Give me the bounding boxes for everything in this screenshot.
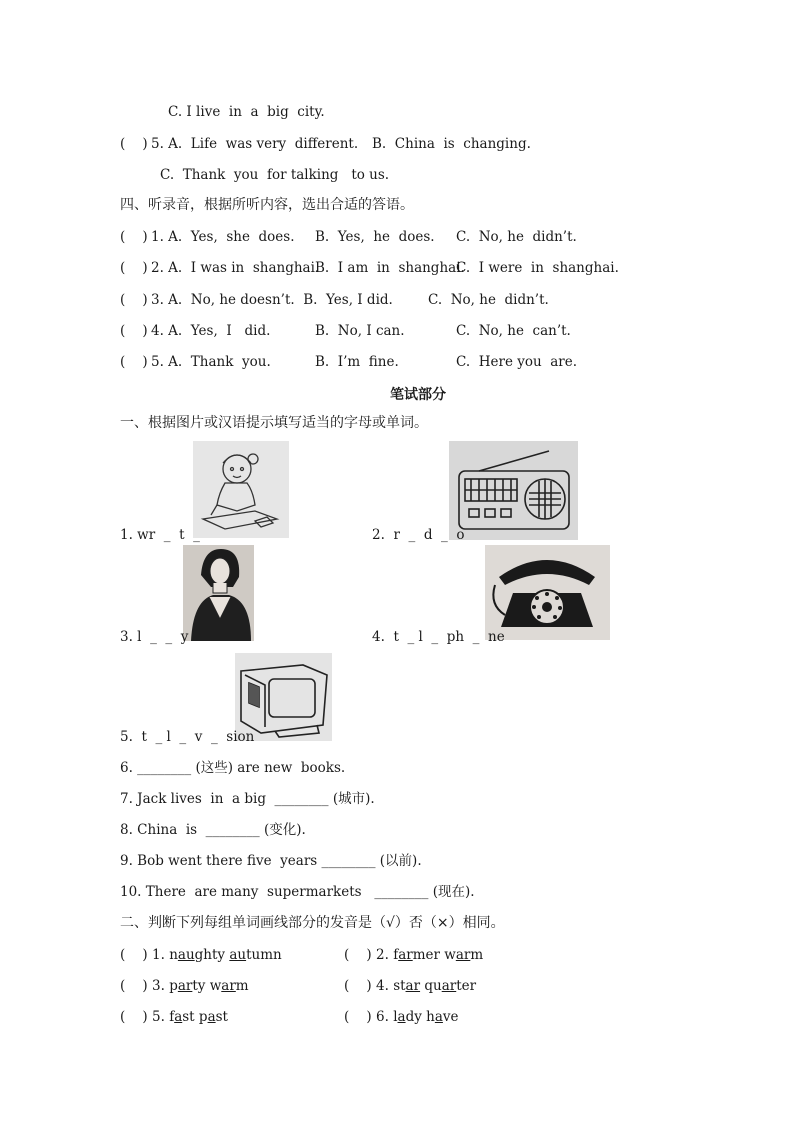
- pair-item: [120, 1009, 228, 1025]
- q3-5-option-b: B. China is changing.: [372, 136, 531, 152]
- option-c: C. I were in shanghai.: [456, 260, 619, 276]
- option-a: 4. A. Yes, I did.: [151, 323, 271, 339]
- section2-title: 二、判断下列每组单词画线部分的发音是（√）否（×）相同。: [120, 915, 505, 931]
- pair-item: [120, 978, 249, 994]
- word-2: warm: [209, 978, 249, 994]
- q3-5-option-a: 5. A. Life was very different.: [151, 136, 359, 152]
- word-1: naughty: [169, 947, 226, 963]
- answer-paren[interactable]: ( ): [120, 1009, 148, 1025]
- option-a: 1. A. Yes, she does.: [151, 229, 295, 245]
- answer-paren[interactable]: ( ): [120, 978, 148, 994]
- word-2: warm: [444, 947, 484, 963]
- girl-writing-picture: [193, 441, 289, 538]
- telephone-picture: [485, 545, 610, 640]
- fill-item[interactable]: 6. ________ (这些) are new books.: [120, 760, 346, 776]
- fill-item[interactable]: 10. There are many supermarkets ________ (现在).: [120, 884, 475, 900]
- word-1: party: [169, 978, 206, 994]
- answer-paren[interactable]: ( ): [344, 947, 372, 963]
- picture-item-5-label: 5. t _ l _ v _ sion: [120, 729, 255, 745]
- pair-number: 4.: [376, 978, 389, 994]
- television-picture: [235, 653, 332, 741]
- answer-paren[interactable]: ( ): [120, 229, 148, 245]
- q3-5-paren[interactable]: ( ): [120, 136, 148, 152]
- section4-title: 四、听录音，根据所听内容，选出合适的答语。: [120, 197, 414, 213]
- section1-title: 一、根据图片或汉语提示填写适当的字母或单词。: [120, 415, 428, 431]
- option-c: C. No, he can’t.: [456, 323, 571, 339]
- television-drawing: [235, 653, 332, 741]
- pair-number: 3.: [152, 978, 165, 994]
- word-1: fast: [169, 1009, 195, 1025]
- picture-item-3-label: 3. l _ _ y: [120, 629, 189, 645]
- word-2: past: [198, 1009, 228, 1025]
- picture-item-2-label: 2. r _ d _ o: [372, 527, 465, 543]
- option-c: C. No, he didn’t.: [456, 229, 577, 245]
- answer-paren[interactable]: ( ): [120, 947, 148, 963]
- radio-picture: [449, 441, 578, 540]
- picture-item-1-label: 1. wr _ t _: [120, 527, 200, 543]
- fill-item[interactable]: 9. Bob went there five years ________ (以前).: [120, 853, 422, 869]
- q3-option-c: C. I live in a big city.: [168, 104, 325, 120]
- fill-item[interactable]: 7. Jack lives in a big ________ (城市).: [120, 791, 375, 807]
- telephone-drawing: [485, 545, 610, 640]
- answer-paren[interactable]: ( ): [344, 1009, 372, 1025]
- word-2: have: [426, 1009, 459, 1025]
- pair-item: [120, 947, 282, 963]
- pair-number: 6.: [376, 1009, 389, 1025]
- picture-item-4-label: 4. t _ l _ ph _ ne: [372, 629, 505, 645]
- option-c: C. Here you are.: [456, 354, 578, 370]
- girl-writing-drawing: [193, 441, 289, 538]
- word-2: quarter: [424, 978, 477, 994]
- pair-number: 2.: [376, 947, 389, 963]
- word-2: autumn: [229, 947, 282, 963]
- option-b: B. Yes, he does.: [315, 229, 435, 245]
- lady-drawing: [183, 545, 254, 641]
- answer-paren[interactable]: ( ): [120, 260, 148, 276]
- word-1: farmer: [393, 947, 440, 963]
- pair-item: [344, 1009, 459, 1025]
- word-1: lady: [393, 1009, 422, 1025]
- answer-paren[interactable]: ( ): [344, 978, 372, 994]
- option-b: B. I am in shanghai.: [315, 260, 465, 276]
- option-a: 2. A. I was in shanghai.: [151, 260, 320, 276]
- answer-paren[interactable]: ( ): [120, 354, 148, 370]
- option-b: B. No, I can.: [315, 323, 405, 339]
- option-c: C. No, he didn’t.: [428, 292, 549, 308]
- pair-number: 5.: [152, 1009, 165, 1025]
- radio-drawing: [449, 441, 578, 540]
- pair-item: [344, 978, 476, 994]
- option-a-b: 3. A. No, he doesn’t. B. Yes, I did.: [151, 292, 393, 308]
- option-b: B. I’m fine.: [315, 354, 399, 370]
- pair-number: 1.: [152, 947, 165, 963]
- option-a: 5. A. Thank you.: [151, 354, 271, 370]
- fill-item[interactable]: 8. China is ________ (变化).: [120, 822, 306, 838]
- written-part-heading: 笔试部分: [390, 387, 446, 403]
- q3-5-option-c: C. Thank you for talking to us.: [160, 167, 390, 183]
- answer-paren[interactable]: ( ): [120, 292, 148, 308]
- lady-picture: [183, 545, 254, 641]
- pair-item: [344, 947, 483, 963]
- answer-paren[interactable]: ( ): [120, 323, 148, 339]
- word-1: star: [393, 978, 421, 994]
